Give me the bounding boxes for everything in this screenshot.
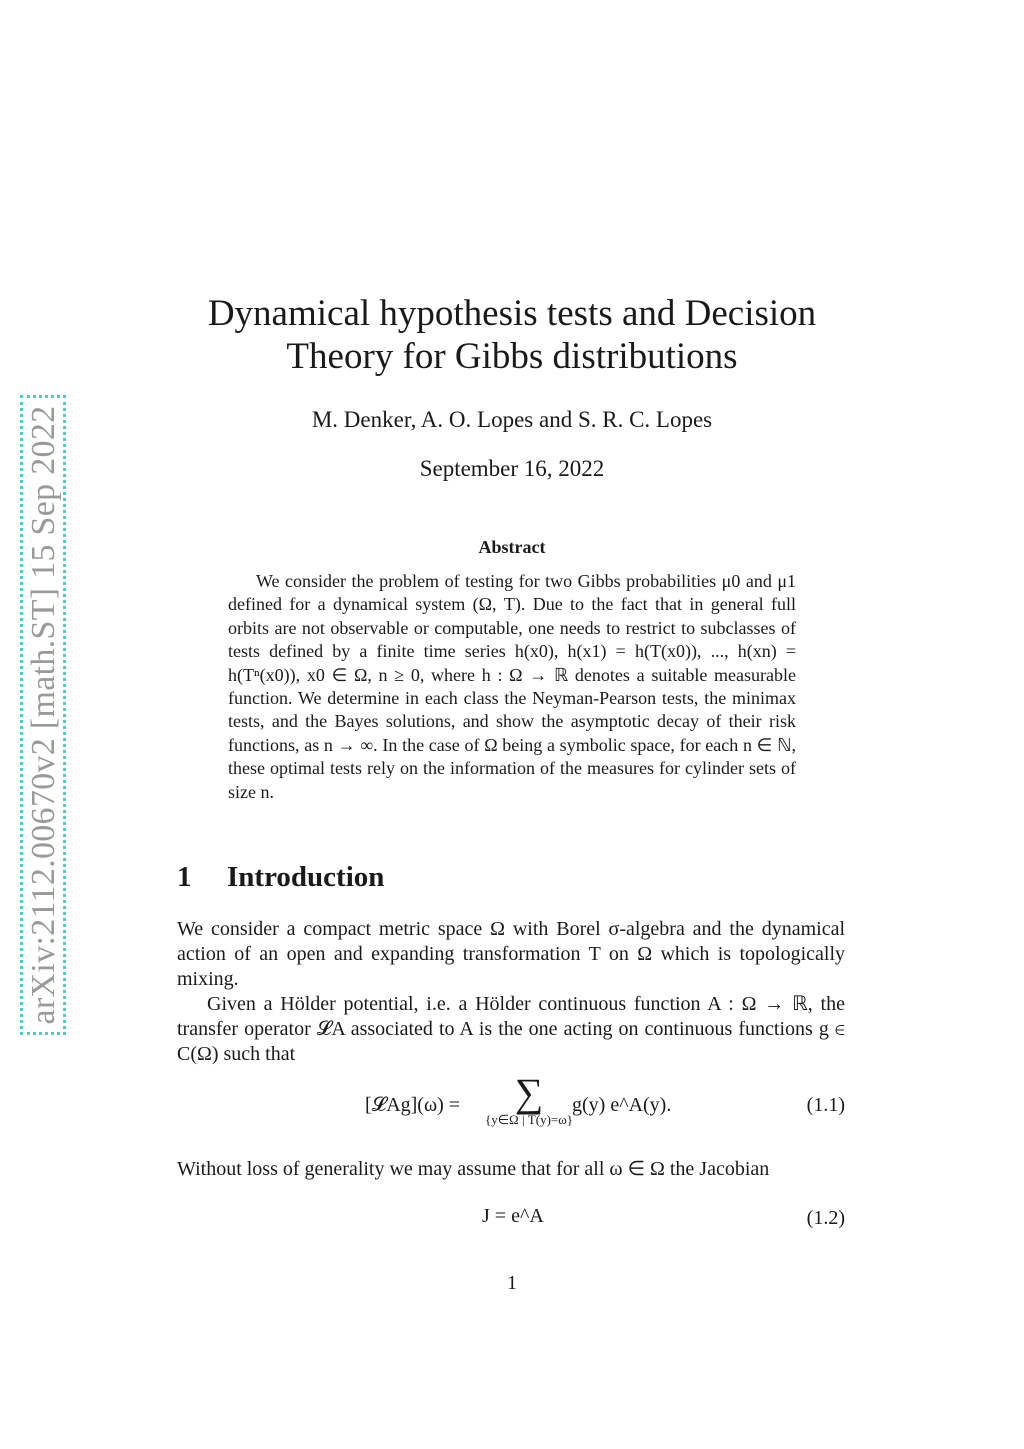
- paper-title: Dynamical hypothesis tests and Decision Theory for Gibbs distributions: [207, 293, 817, 377]
- section-title: Introduction: [227, 861, 385, 893]
- equation-number: (1.1): [806, 1094, 845, 1116]
- intro-paragraph-1: We consider a compact metric space Ω with Borel σ-algebra and the dynamical action of an open and expanding transformation T on Ω which is topologically mixing.: [177, 918, 845, 990]
- summation: [469, 1072, 589, 1128]
- equation-1-2: [177, 1203, 845, 1233]
- equation-1-1-lhs: [𝓛Ag](ω) =: [365, 1094, 461, 1116]
- equation-number: (1.2): [806, 1207, 845, 1229]
- section-heading: [177, 861, 384, 894]
- equation-1-1: [177, 1070, 845, 1142]
- page-number: 1: [507, 1272, 517, 1294]
- section-number: 1: [177, 861, 192, 893]
- arxiv-stamp-text[interactable]: arXiv:2112.00670v2 [math.ST] 15 Sep 2022: [25, 405, 62, 1025]
- equation-1-2-body: J = e^A: [482, 1205, 544, 1227]
- sum-symbol: ∑: [514, 1070, 544, 1115]
- author-list: M. Denker, A. O. Lopes and S. R. C. Lopes: [311, 407, 713, 432]
- abstract-heading: Abstract: [478, 537, 546, 557]
- abstract-text: We consider the problem of testing for two Gibbs probabilities μ0 and μ1 defined for a dynamical system (Ω, T). Due to the fact that in general full orbits are not observable or computable, one needs to restrict to subclasses of tests defined by a finite time series h(x0), h(x1) = h(T(x0)), ..., h(xn) = h(Tⁿ(x0)), x0 ∈ Ω, n ≥ 0, where h : Ω → ℝ denotes a suitable measurable function. We determine in each class the Neyman-Pearson tests, the minimax tests, and the Bayes solutions, and show the asymptotic decay of their risk functions, as n → ∞. In the case of Ω being a symbolic space, for each n ∈ ℕ, these optimal tests rely on the information of the measures for cylinder sets of size n.: [228, 571, 796, 802]
- intro-paragraph-2: Given a Hölder potential, i.e. a Hölder continuous function A : Ω → ℝ, the transfer operator 𝓛A associated to A is the one acting on continuous functions g ∈ C(Ω) such that: [177, 993, 845, 1065]
- intro-paragraph-3: Without loss of generality we may assume that for all ω ∈ Ω the Jacobian: [177, 1158, 770, 1180]
- equation-1-1-rhs: g(y) e^A(y).: [572, 1094, 672, 1116]
- publication-date: September 16, 2022: [419, 456, 605, 481]
- sum-index-set: {y∈Ω | T(y)=ω}: [484, 1112, 574, 1127]
